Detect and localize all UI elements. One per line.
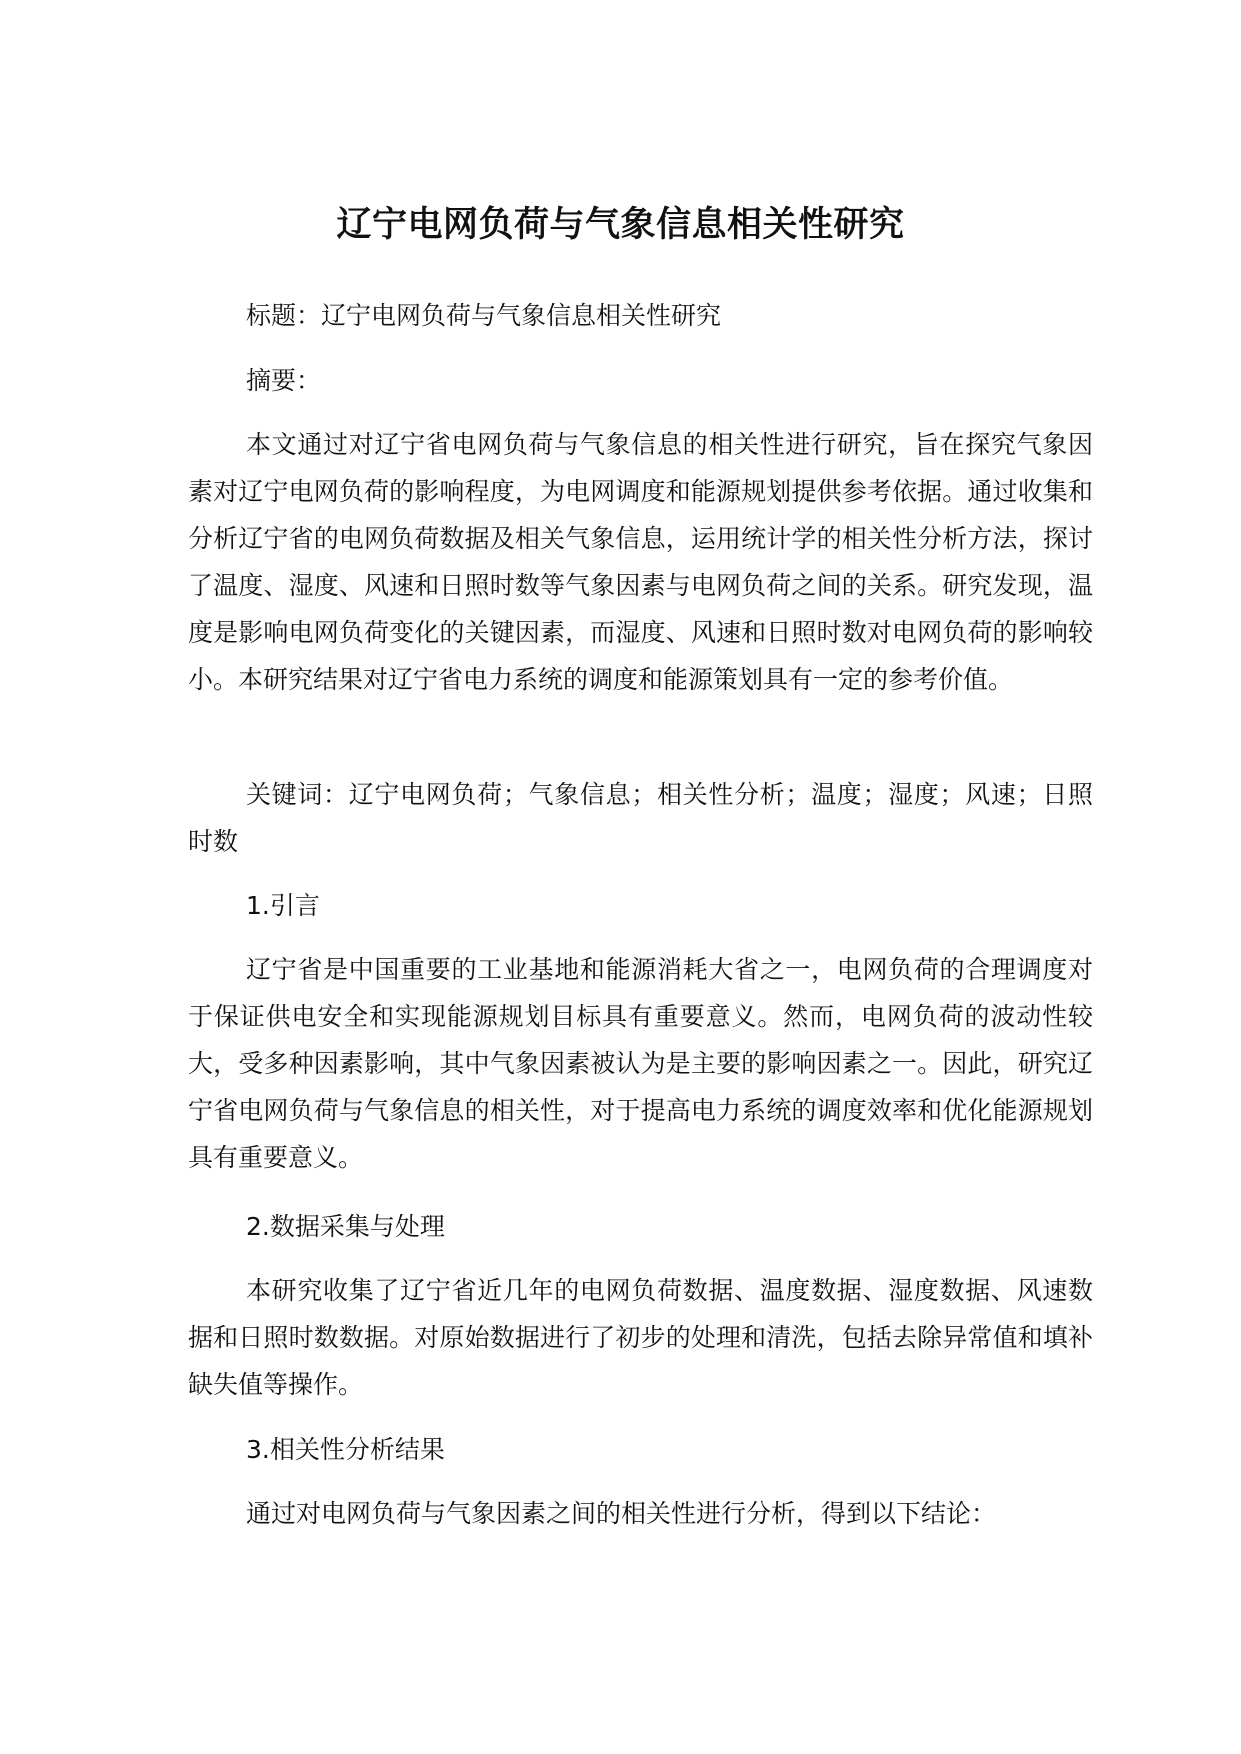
results-paragraph: 通过对电网负荷与气象因素之间的相关性进行分析，得到以下结论：: [246, 1499, 997, 1528]
abstract-paragraph: 本文通过对辽宁省电网负荷与气象信息的相关性进行研究，旨在探究气象因素对辽宁电网负荷的影响程度，为电网调度和能源规划提供参考依据。通过收集和分析辽宁省的电网负荷数据及相关气象信息，运用统计学的相关性分析方法，探讨了温度、湿度、风速和日照时数等气象因素与电网负荷之间的关系。研究发现，温度是影响电网负荷变化的关键因素，而湿度、风速和日照时数对电网负荷的影响较小。本研究结果对辽宁省电力系统的调度和能源策划具有一定的参考价值。: [188, 430, 1093, 694]
data-paragraph: 本研究收集了辽宁省近几年的电网负荷数据、温度数据、湿度数据、风速数据和日照时数数据。对原始数据进行了初步的处理和清洗，包括去除异常值和填补缺失值等操作。: [188, 1276, 1093, 1399]
section-heading-introduction: 1.引言: [246, 891, 320, 920]
abstract-label: 摘要：: [246, 366, 322, 395]
keywords-paragraph: 关键词：辽宁电网负荷；气象信息；相关性分析；温度；湿度；风速；日照时数: [188, 780, 1093, 856]
section-heading-results: 3.相关性分析结果: [246, 1435, 445, 1464]
document-title: 辽宁电网负荷与气象信息相关性研究: [336, 205, 905, 246]
introduction-paragraph: 辽宁省是中国重要的工业基地和能源消耗大省之一，电网负荷的合理调度对于保证供电安全和实现能源规划目标具有重要意义。然而，电网负荷的波动性较大，受多种因素影响，其中气象因素被认为是主要的影响因素之一。因此，研究辽宁省电网负荷与气象信息的相关性，对于提高电力系统的调度效率和优化能源规划具有重要意义。: [188, 955, 1093, 1172]
section-heading-data: 2.数据采集与处理: [246, 1212, 445, 1241]
title-line: 标题：辽宁电网负荷与气象信息相关性研究: [246, 301, 722, 330]
